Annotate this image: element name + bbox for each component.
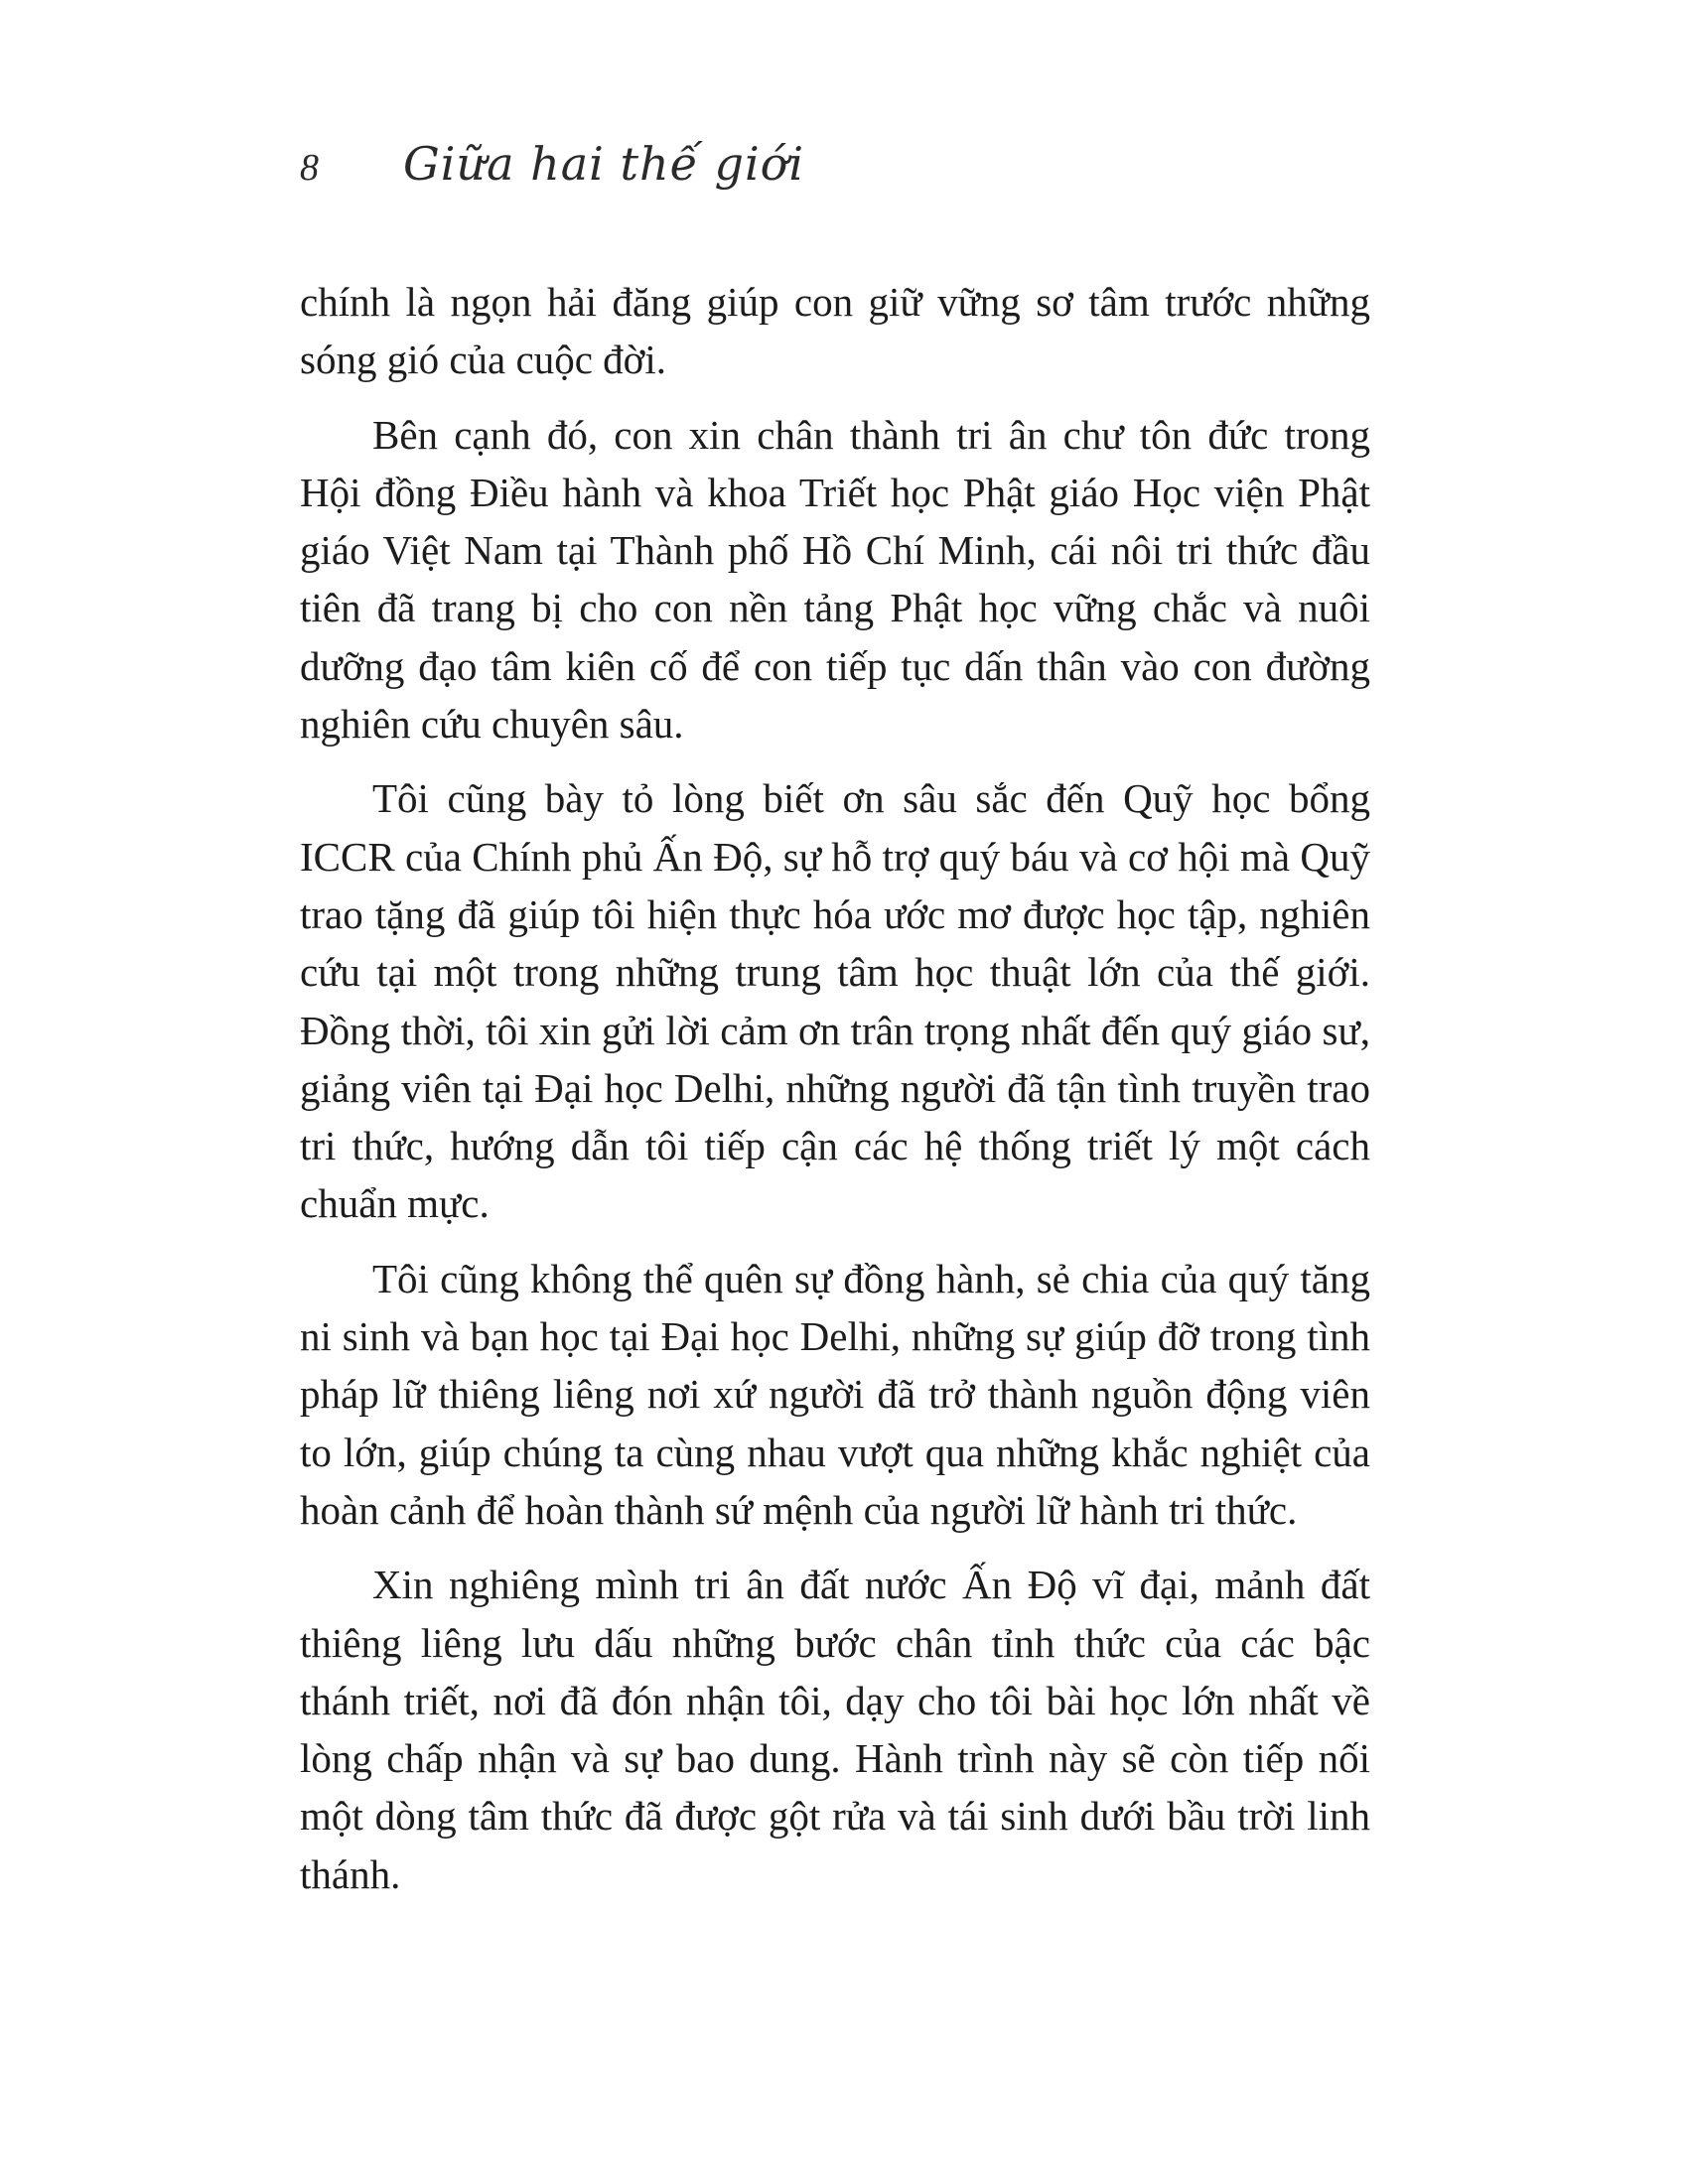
paragraph-3: Tôi cũng bày tỏ lòng biết ơn sâu sắc đến Quỹ học bổng ICCR của Chính phủ Ấn Độ, sự hỗ trợ quý báu và cơ hội mà Quỹ trao tặng đã giúp tôi hiện thực hóa ước mơ được học tập, nghiên cứu tại một trong những trung tâm học thuật lớn của thế giới. Đồng thời, tôi xin gửi lời cảm ơn trân trọng nhất đến quý giáo sư, giảng viên tại Đại học Delhi, những người đã tận tình truyền trao tri thức, hướng dẫn tôi tiếp cận các hệ thống triết lý một cách chuẩn mực. xyxy=(300,775,1370,1227)
paragraph-1: chính là ngọn hải đăng giúp con giữ vững sơ tâm trước những sóng gió của cuộc đời. xyxy=(300,279,1370,383)
paragraph-4: Tôi cũng không thể quên sự đồng hành, sẻ chia của quý tăng ni sinh và bạn học tại Đại học Delhi, những sự giúp đỡ trong tình pháp lữ thiêng liêng nơi xứ người đã trở thành nguồn động viên to lớn, giúp chúng ta cùng nhau vượt qua những khắc nghiệt của hoàn cảnh để hoàn thành sứ mệnh của người lữ hành tri thức. xyxy=(300,1255,1370,1533)
paragraph-5: Xin nghiêng mình tri ân đất nước Ấn Độ vĩ đại, mảnh đất thiêng liêng lưu dấu những bước chân tỉnh thức của các bậc thánh triết, nơi đã đón nhận tôi, dạy cho tôi bài học lớn nhất về lòng chấp nhận và sự bao dung. Hành trình này sẽ còn tiếp nối một dòng tâm thức đã được gột rửa và tái sinh dưới bầu trời linh thánh. xyxy=(300,1562,1370,1897)
body-text xyxy=(300,273,1370,1920)
running-title: Giữa hai thế giới xyxy=(403,137,805,191)
page-number: 8 xyxy=(300,147,319,189)
running-header xyxy=(300,137,804,197)
paragraph-2: Bên cạnh đó, con xin chân thành tri ân chư tôn đức trong Hội đồng Điều hành và khoa Triết học Phật giáo Học viện Phật giáo Việt Nam tại Thành phố Hồ Chí Minh, cái nôi tri thức đầu tiên đã trang bị cho con nền tảng Phật học vững chắc và nuôi dưỡng đạo tâm kiên cố để con tiếp tục dấn thân vào con đường nghiên cứu chuyên sâu. xyxy=(300,411,1370,748)
